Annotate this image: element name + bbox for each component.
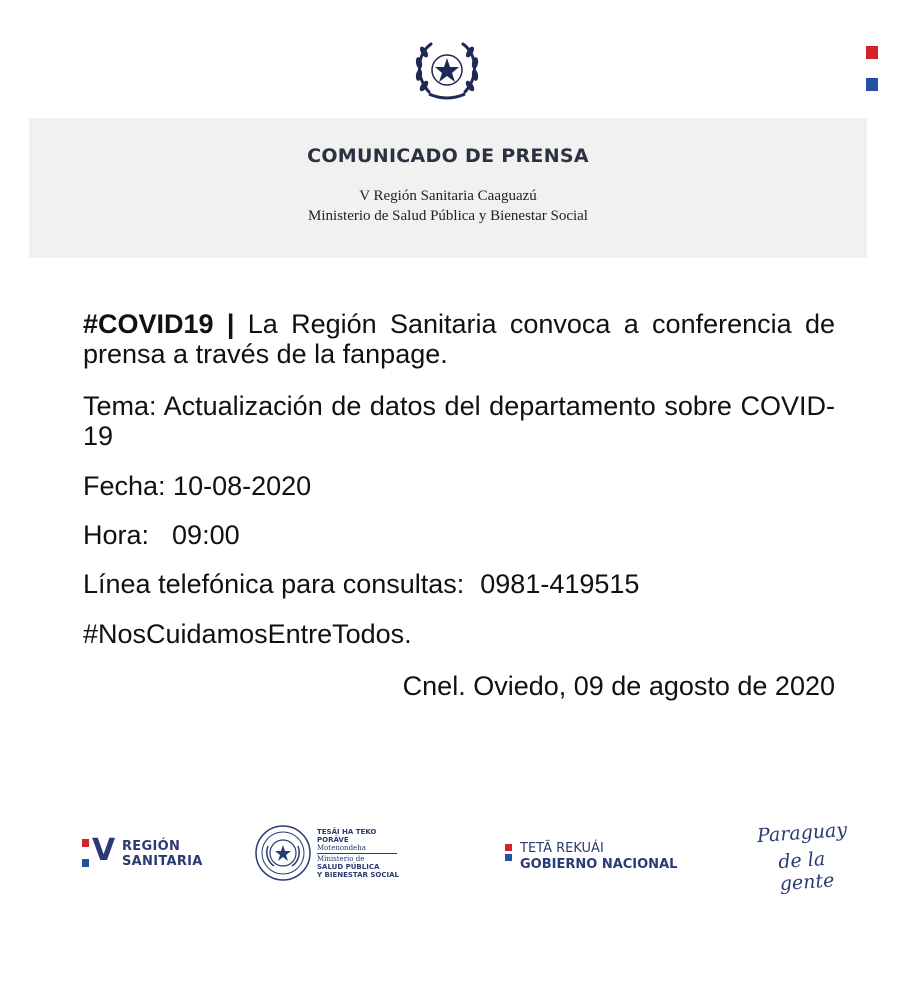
tema-label: Tema:	[83, 391, 157, 421]
ministry-logo	[254, 824, 414, 886]
region-logo-text: REGIÓN SANITARIA	[122, 839, 203, 869]
republic-seal-icon	[254, 824, 312, 882]
hora-value: 09:00	[172, 520, 240, 550]
tema-line	[83, 391, 835, 451]
gob-logo-text: TETÃ REKUÁI GOBIERNO NACIONAL	[520, 841, 678, 872]
phone-line	[83, 569, 835, 599]
phone-label: Línea telefónica para consultas:	[83, 569, 465, 599]
red-square-icon	[866, 46, 878, 59]
banner-title: COMUNICADO DE PRENSA	[307, 145, 589, 167]
fecha-label: Fecha:	[83, 471, 166, 501]
tema-value: Actualización de datos del departamento sobre COVID-19	[83, 391, 835, 451]
region-sanitaria-logo	[82, 833, 212, 876]
ministry-logo-text: TESÃI HA TEKO PORÃVE Motenondeha Ministerio de SALUD PÚBLICA Y BIENESTAR SOCIAL	[317, 828, 399, 879]
covid-hashtag: #COVID19 |	[83, 309, 235, 339]
phone-value: 0981-419515	[480, 569, 640, 599]
closing-hashtag: #NosCuidamosEntreTodos.	[83, 619, 412, 649]
region-v-mark: V	[92, 833, 116, 868]
star-wreath-seal-icon	[409, 36, 485, 104]
paraguay-logo-line1: Paraguay	[756, 818, 848, 848]
hora-line	[83, 520, 835, 550]
gob-flag-icon	[505, 844, 512, 864]
flag-marks	[866, 46, 880, 110]
blue-square-icon	[866, 78, 878, 91]
hora-label: Hora:	[83, 520, 150, 550]
place-date: Cnel. Oviedo, 09 de agosto de 2020	[402, 671, 835, 701]
banner-region: V Región Sanitaria Caaguazú	[359, 188, 537, 204]
fecha-line	[83, 471, 835, 501]
banner-ministry: Ministerio de Salud Pública y Bienestar Social	[308, 208, 588, 224]
region-flag-icon	[82, 839, 89, 869]
press-release-banner	[29, 118, 867, 258]
paraguay-logo-line2: de la gente	[777, 847, 836, 896]
gobierno-nacional-logo	[505, 841, 695, 875]
fecha-value: 10-08-2020	[165, 471, 312, 501]
announcement-paragraph	[83, 309, 835, 369]
paraguay-de-la-gente-logo	[753, 818, 871, 896]
announcement-text: La Región Sanitaria convoca a conferencia de prensa a través de la fanpage.	[83, 309, 835, 369]
